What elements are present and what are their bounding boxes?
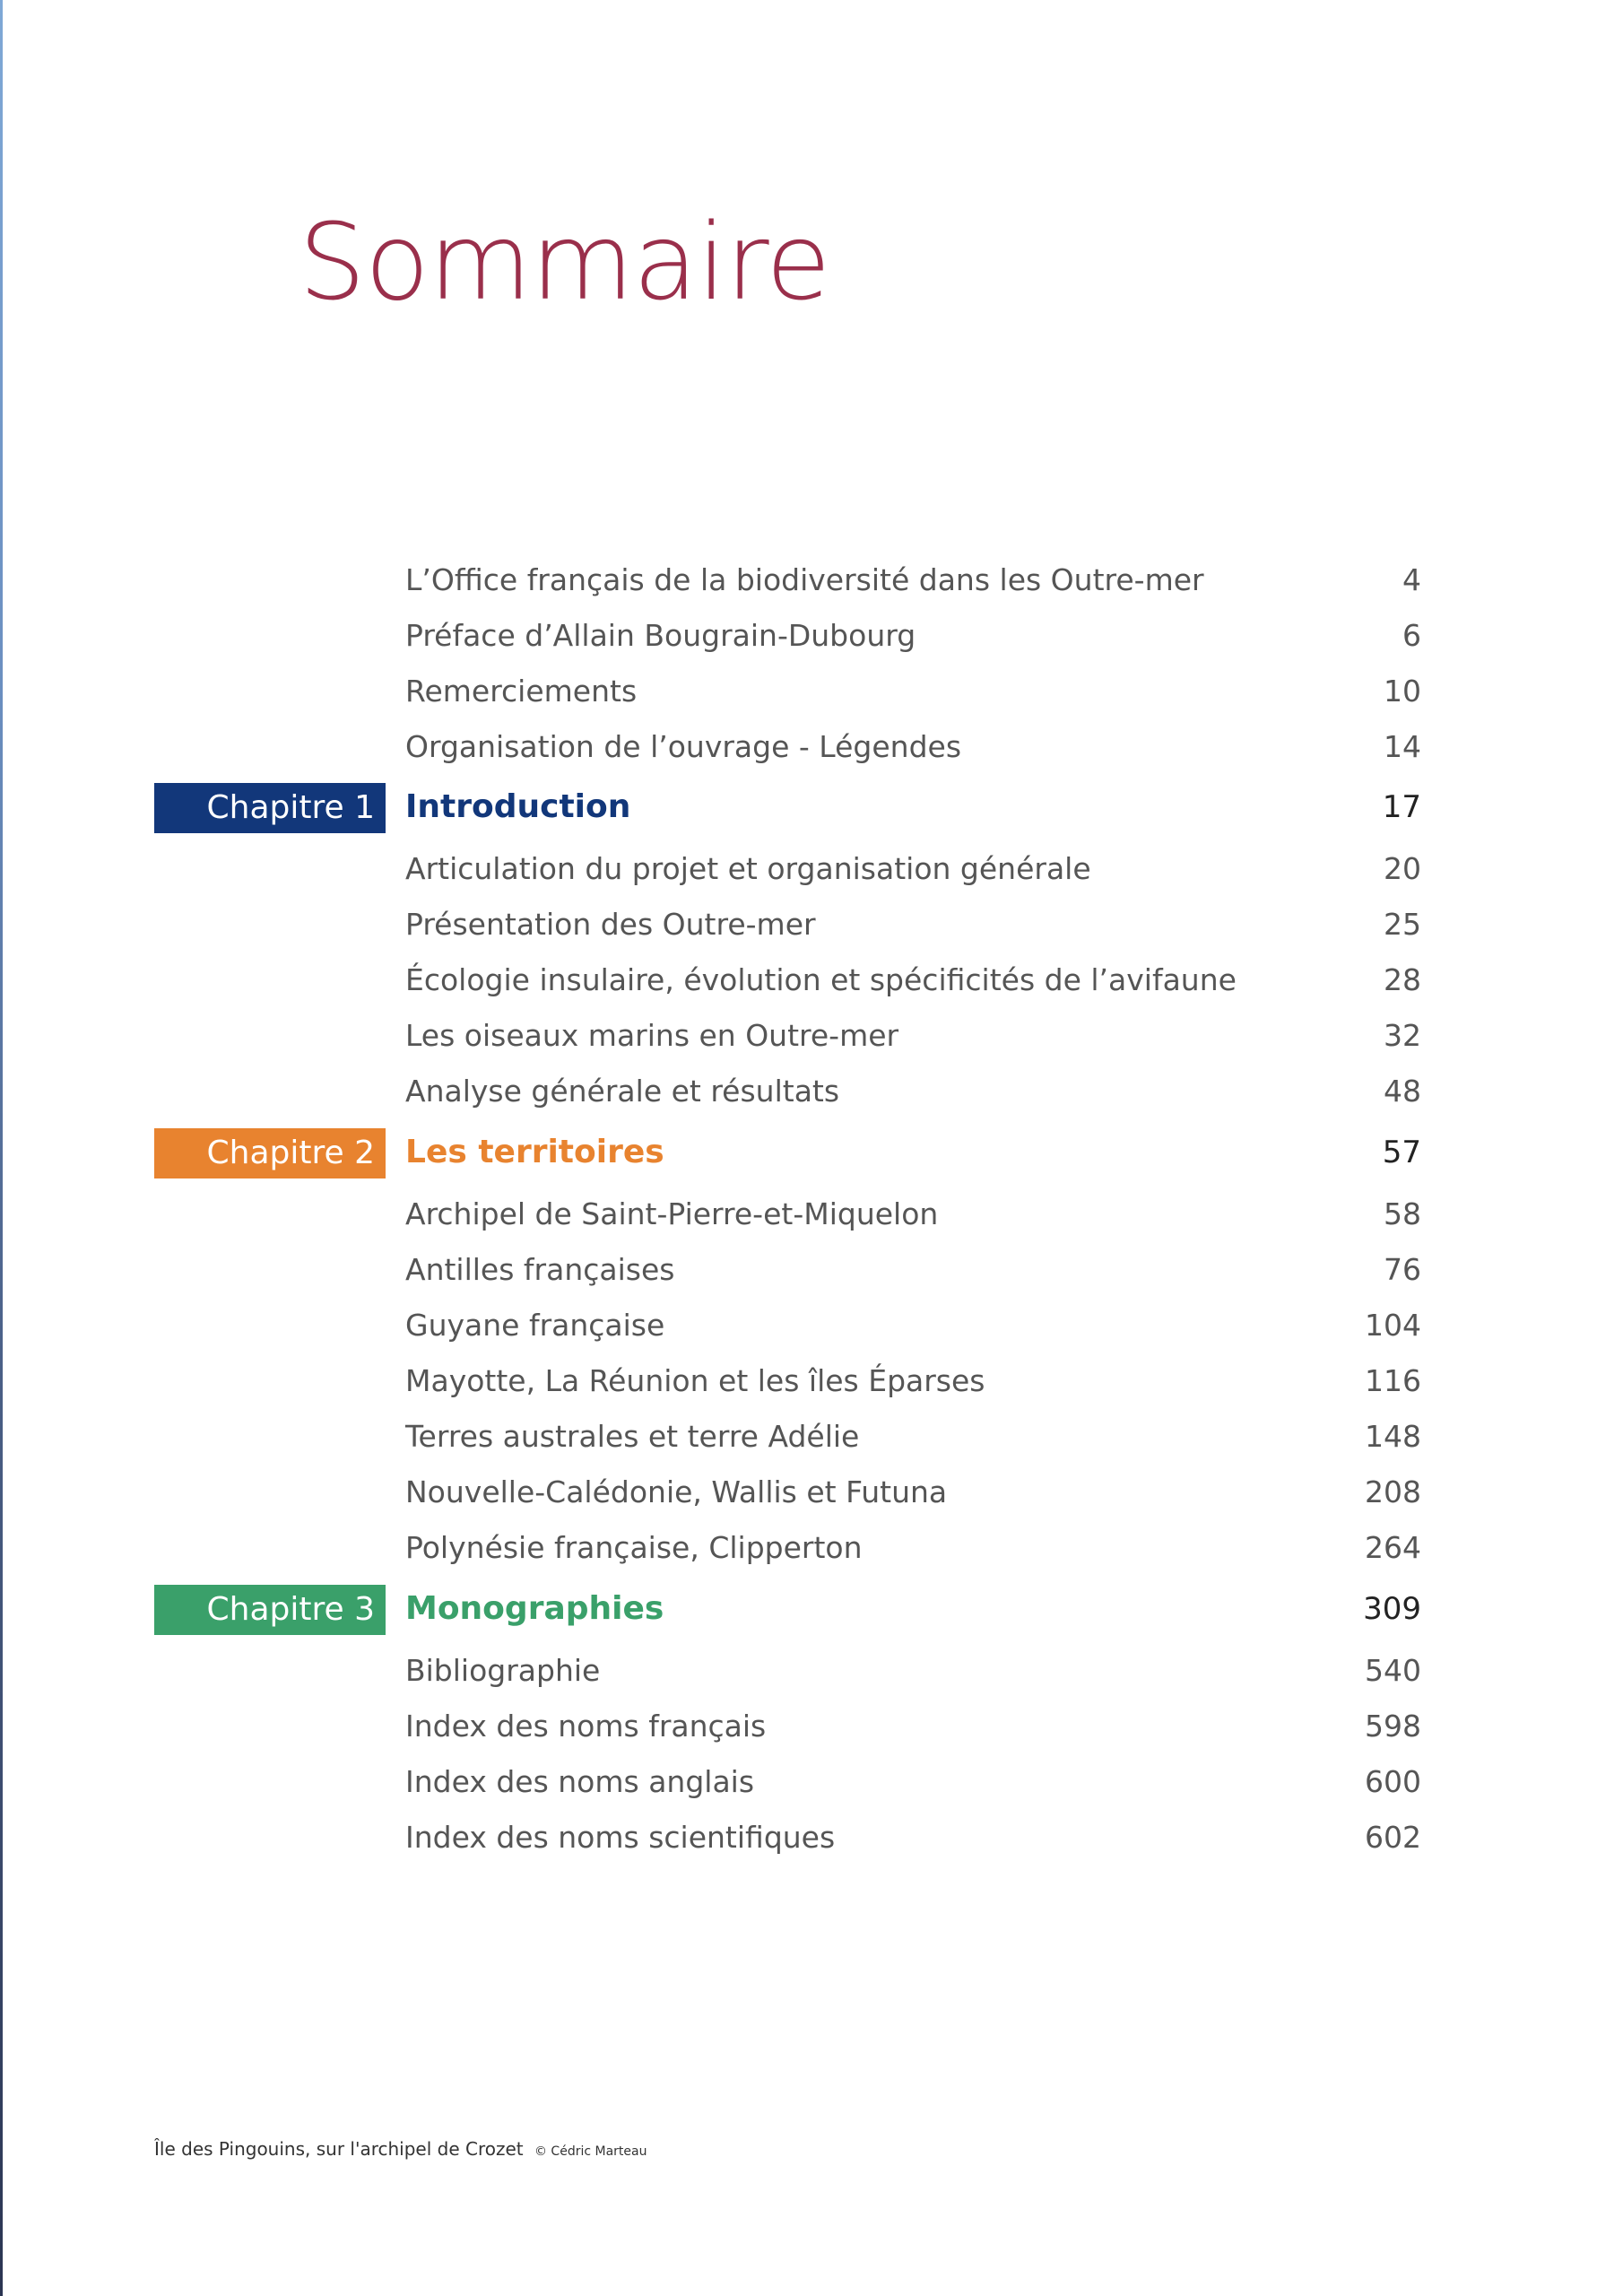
toc-entry — [0, 1644, 1623, 1698]
toc-entry — [0, 1700, 1623, 1753]
chapter-badge: Chapitre 3 — [154, 1585, 386, 1635]
caption-text: Île des Pingouins, sur l'archipel de Crozet — [154, 2138, 524, 2160]
toc-page-number: 104 — [1365, 1308, 1421, 1343]
toc-entry-label: Terres australes et terre Adélie — [405, 1419, 860, 1454]
toc-chapter-row — [0, 1126, 1623, 1179]
toc-page-number: 32 — [1384, 1018, 1421, 1053]
toc-entry-label: Remerciements — [405, 674, 638, 709]
toc-entry — [0, 665, 1623, 718]
toc-page-number: 58 — [1384, 1196, 1421, 1231]
toc-entry — [0, 898, 1623, 952]
chapter-title: Monographies — [405, 1590, 664, 1627]
toc-page-number: 20 — [1384, 851, 1421, 886]
toc-chapter-row — [0, 780, 1623, 834]
page-title: Sommaire — [299, 200, 830, 324]
chapter-badge: Chapitre 1 — [154, 783, 386, 833]
toc-entry — [0, 1465, 1623, 1519]
caption-credit: © Cédric Marteau — [534, 2144, 647, 2159]
toc-page-number: 309 — [1363, 1591, 1421, 1627]
toc-entry-label: Bibliographie — [405, 1653, 601, 1688]
toc-entry-label: Articulation du projet et organisation générale — [405, 851, 1091, 886]
toc-entry — [0, 1755, 1623, 1809]
toc-page-number: 76 — [1384, 1252, 1421, 1287]
toc-entry-label: Index des noms scientifiques — [405, 1820, 836, 1855]
toc-page-number: 10 — [1384, 674, 1421, 709]
toc-entry-label: Archipel de Saint-Pierre-et-Miquelon — [405, 1196, 939, 1231]
toc-entry-label: Présentation des Outre-mer — [405, 907, 816, 942]
toc-page-number: 57 — [1382, 1135, 1421, 1170]
toc-page-number: 600 — [1365, 1764, 1421, 1799]
toc-page-number: 208 — [1365, 1474, 1421, 1509]
toc-entry — [0, 1243, 1623, 1297]
toc-page-number: 28 — [1384, 962, 1421, 997]
toc-entry-label: Polynésie française, Clipperton — [405, 1530, 863, 1565]
toc-entry-label: Index des noms français — [405, 1709, 767, 1744]
chapter-title: Introduction — [405, 788, 631, 825]
toc-entry-label: Nouvelle-Calédonie, Wallis et Futuna — [405, 1474, 948, 1509]
toc-entry-label: Guyane française — [405, 1308, 665, 1343]
toc-entry — [0, 553, 1623, 607]
toc-entry — [0, 1299, 1623, 1352]
toc-entry-label: Écologie insulaire, évolution et spécificités de l’avifaune — [405, 962, 1237, 997]
toc-chapter-row — [0, 1582, 1623, 1636]
toc-entry — [0, 953, 1623, 1007]
toc-page-number: 4 — [1402, 562, 1421, 597]
toc-page-number: 540 — [1365, 1653, 1421, 1688]
toc-page-number: 602 — [1365, 1820, 1421, 1855]
toc-entry-label: L’Office français de la biodiversité dans les Outre-mer — [405, 562, 1204, 597]
toc-page-number: 116 — [1365, 1363, 1421, 1398]
toc-entry — [0, 1811, 1623, 1865]
toc-entry-label: Préface d’Allain Bougrain-Dubourg — [405, 618, 916, 653]
toc-entry-label: Antilles françaises — [405, 1252, 675, 1287]
toc-entry — [0, 1187, 1623, 1241]
toc-entry-label: Mayotte, La Réunion et les îles Éparses — [405, 1363, 985, 1398]
toc-entry — [0, 1009, 1623, 1063]
toc-page-number: 17 — [1382, 789, 1421, 825]
toc-entry — [0, 1521, 1623, 1575]
toc-page-number: 148 — [1365, 1419, 1421, 1454]
toc-entry — [0, 609, 1623, 663]
toc-page-number: 48 — [1384, 1074, 1421, 1109]
toc-entry-label: Organisation de l’ouvrage - Légendes — [405, 729, 962, 764]
toc-page-number: 598 — [1365, 1709, 1421, 1744]
toc-entry — [0, 842, 1623, 896]
toc-entry — [0, 1065, 1623, 1118]
toc-entry — [0, 1410, 1623, 1464]
toc-entry-label: Les oiseaux marins en Outre-mer — [405, 1018, 899, 1053]
chapter-badge: Chapitre 2 — [154, 1128, 386, 1178]
toc-entry — [0, 1354, 1623, 1408]
chapter-title: Les territoires — [405, 1134, 664, 1170]
toc-entry-label: Index des noms anglais — [405, 1764, 755, 1799]
toc-page-number: 14 — [1384, 729, 1421, 764]
toc-page-number: 6 — [1402, 618, 1421, 653]
toc-entry-label: Analyse générale et résultats — [405, 1074, 840, 1109]
toc-page-number: 264 — [1365, 1530, 1421, 1565]
toc-page-number: 25 — [1384, 907, 1421, 942]
photo-caption — [154, 2138, 647, 2160]
toc-entry — [0, 720, 1623, 774]
